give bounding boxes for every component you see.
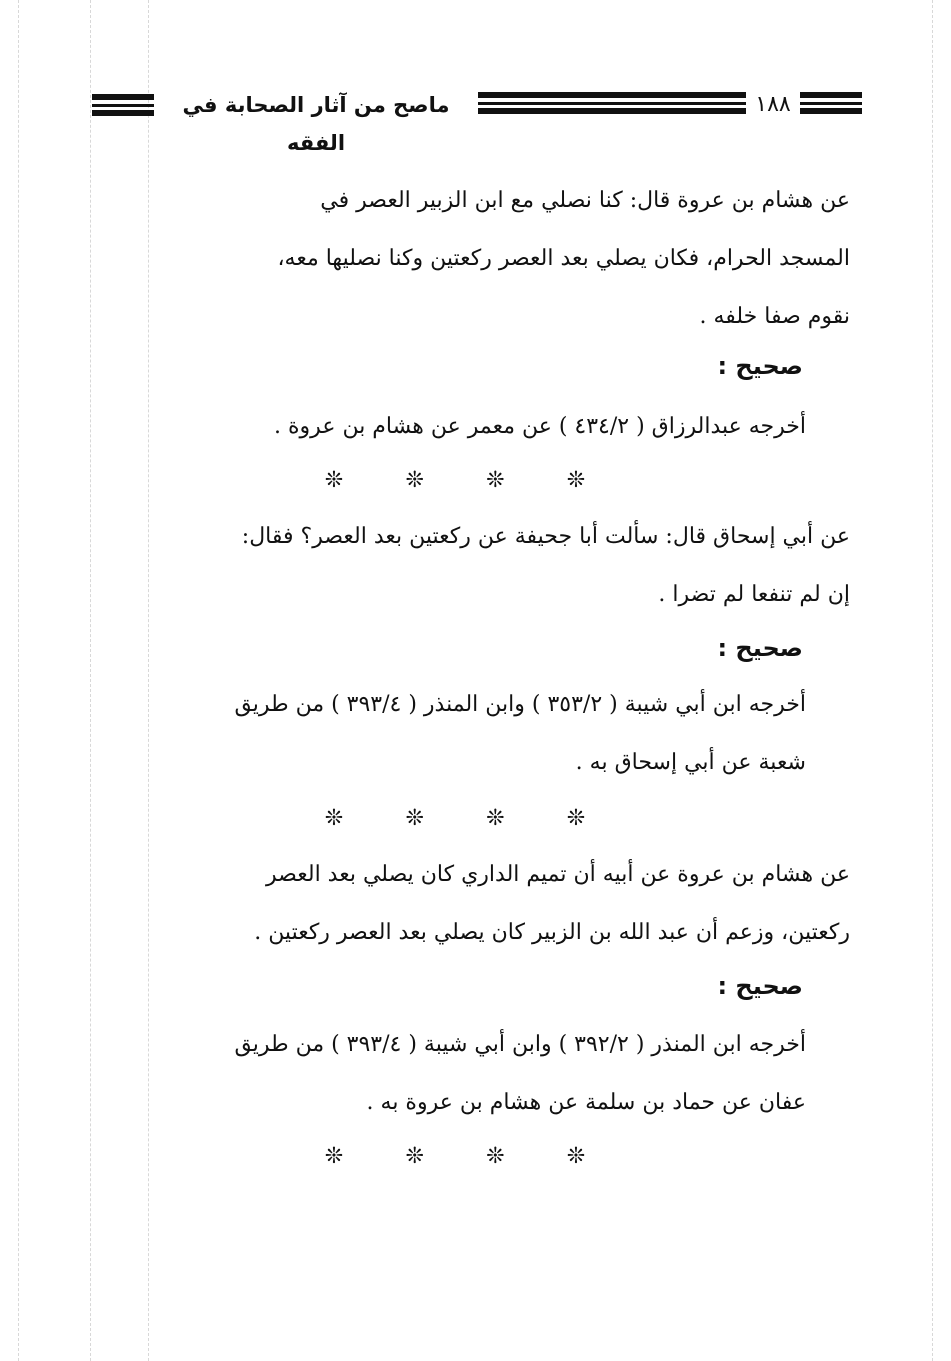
asterism-ornament: ❊ xyxy=(486,805,505,831)
narration-text xyxy=(98,172,850,346)
text-line: شعبة عن أبي إسحاق به . xyxy=(575,750,806,775)
text-line: عن هشام بن عروة قال: كنا نصلي مع ابن الزبير العصر في xyxy=(320,188,850,213)
scan-guide-line xyxy=(18,0,19,1361)
asterism-ornament: ❊ xyxy=(405,467,424,493)
narration-text xyxy=(98,846,850,962)
grade-heading: صحيح : xyxy=(717,972,803,1000)
header-rule-right xyxy=(800,92,862,114)
scan-guide-line xyxy=(90,0,91,1361)
asterism-ornament: ❊ xyxy=(405,1143,424,1169)
grade-heading: صحيح : xyxy=(717,352,803,380)
section-divider xyxy=(320,800,590,836)
asterism-ornament: ❊ xyxy=(486,467,505,493)
text-line: إن لم تنفعا لم تضرا . xyxy=(658,582,850,607)
section-divider xyxy=(320,462,590,498)
text-line: أخرجه ابن المنذر ( ٣٩٢/٢ ) وابن أبي شيبة ( ٣٩٣/٤ ) من طريق xyxy=(234,1032,806,1057)
page-number: ١٨٨ xyxy=(755,92,791,117)
asterism-ornament: ❊ xyxy=(324,1143,344,1169)
section-divider xyxy=(320,1138,590,1174)
asterism-ornament: ❊ xyxy=(566,1143,586,1169)
header-rule-middle xyxy=(478,92,746,114)
asterism-ornament: ❊ xyxy=(486,1143,505,1169)
asterism-ornament: ❊ xyxy=(324,805,344,831)
asterism-ornament: ❊ xyxy=(566,467,586,493)
source-reference xyxy=(98,398,806,456)
source-reference xyxy=(98,676,806,792)
source-reference xyxy=(98,1016,806,1132)
running-header xyxy=(92,86,862,155)
text-line: نقوم صفا خلفه . xyxy=(699,304,850,329)
text-line: عن أبي إسحاق قال: سألت أبا جحيفة عن ركعتين بعد العصر؟ فقال: xyxy=(241,524,850,549)
header-rule-left xyxy=(92,94,154,116)
text-line: عفان عن حماد بن سلمة عن هشام بن عروة به . xyxy=(366,1090,806,1115)
text-line: أخرجه عبدالرزاق ( ٤٣٤/٢ ) عن معمر عن هشام بن عروة . xyxy=(274,414,806,439)
asterism-ornament: ❊ xyxy=(566,805,586,831)
asterism-ornament: ❊ xyxy=(405,805,424,831)
narration-text xyxy=(98,508,850,624)
text-line: أخرجه ابن أبي شيبة ( ٣٥٣/٢ ) وابن المنذر ( ٣٩٣/٤ ) من طريق xyxy=(234,692,806,717)
text-line: المسجد الحرام، فكان يصلي بعد العصر ركعتين وكنا نصليها معه، xyxy=(277,246,850,271)
text-line: ركعتين، وزعم أن عبد الله بن الزبير كان يصلي بعد العصر ركعتين . xyxy=(254,920,850,945)
scan-guide-line xyxy=(932,0,933,1361)
running-title: ماصح من آثار الصحابة في الفقه xyxy=(182,93,450,155)
asterism-ornament: ❊ xyxy=(324,467,344,493)
grade-heading: صحيح : xyxy=(717,634,803,662)
text-line: عن هشام بن عروة عن أبيه أن تميم الداري كان يصلي بعد العصر xyxy=(266,862,850,887)
